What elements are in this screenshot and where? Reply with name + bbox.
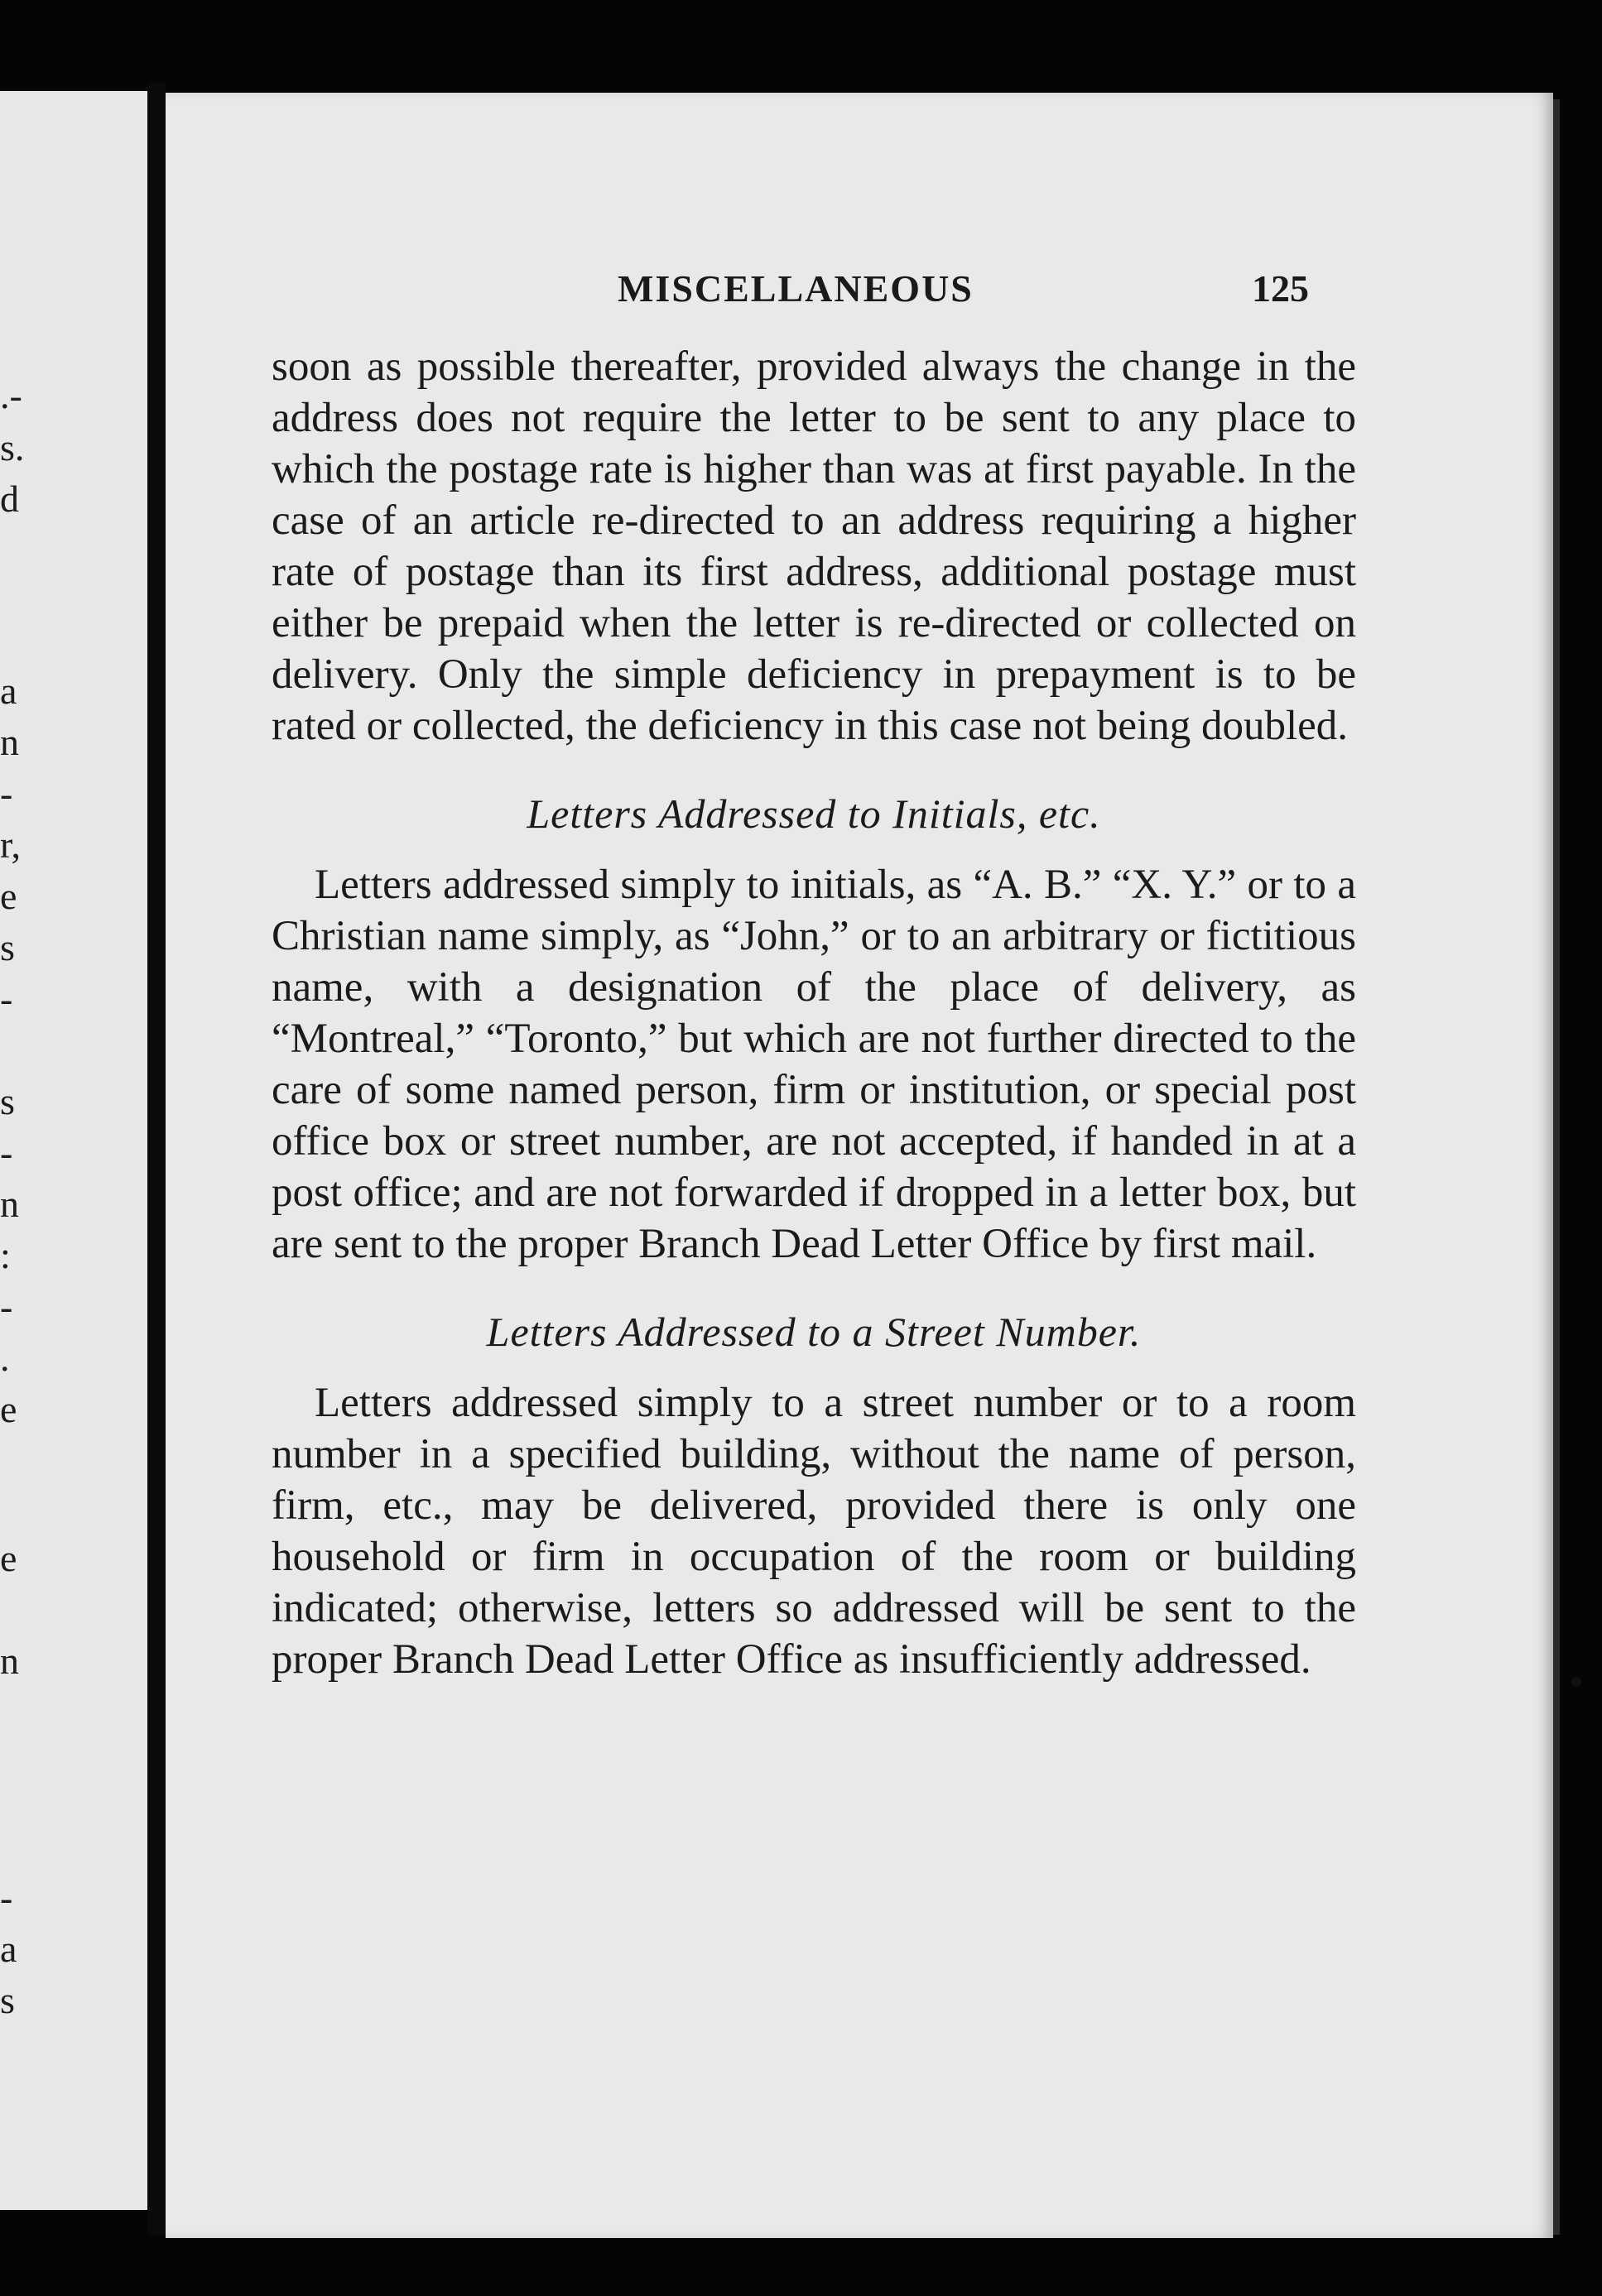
page-body xyxy=(272,341,1356,1685)
section-paragraph-initials: Letters addressed simply to initials, as “A. B.” “X. Y.” or to a Christian name simply, as “John,” or to an arbitrary or fictitious name, with a designation of the place of delivery, as “Montreal,” “Toronto,” but which are not further directed to the care of some named person, firm or institution, or special post office box or street number, are not accepted, if handed in at a post office; and are not forwarded if dropped in a letter box, but are sent to the proper Branch Dead Letter Office by first mail. xyxy=(272,862,1356,1267)
edge-fragment: a xyxy=(0,1928,17,1970)
edge-fragment: . xyxy=(0,1337,10,1379)
edge-fragment: d xyxy=(0,478,19,520)
edge-fragment: s xyxy=(0,926,15,968)
edge-fragment: - xyxy=(0,977,13,1020)
edge-fragment: n xyxy=(0,1640,19,1682)
book-gutter xyxy=(147,83,166,2235)
section-paragraph-street-number: Letters addressed simply to a street number or to a room number in a specified building, without the name of person, firm, etc., may be delivered, provided there is only one household or firm in occupation of the room or building indicated; otherwise, letters so addressed will be sent to the proper Branch Dead Letter Office as insufficiently addressed. xyxy=(272,1380,1356,1683)
edge-fragment: e xyxy=(0,1537,17,1579)
running-head-title: MISCELLANEOUS xyxy=(618,267,974,310)
section-heading-initials: Letters Addressed to Initials, etc. xyxy=(527,790,1101,837)
edge-fragment: : xyxy=(0,1234,11,1276)
facing-page-text-fragments xyxy=(0,91,147,2210)
edge-fragment: s xyxy=(0,1979,15,2021)
edge-fragment: e xyxy=(0,875,17,917)
continued-paragraph: soon as possible thereafter, provided always the change in the address does not require the letter to be sent to any place to which the postage rate is higher than was at first payable. In the case of an article re-directed to an address requiring a higher rate of postage than its first address, additional postage must either be prepaid when the letter is re-directed or collected on delivery. Only the simple deficiency in prepayment is to be rated or collected, the deficiency in this case not being doubled. xyxy=(272,343,1356,749)
running-head xyxy=(166,267,1553,316)
edge-fragment: n xyxy=(0,721,19,763)
book-page xyxy=(166,93,1553,2238)
edge-fragment: a xyxy=(0,670,17,712)
edge-fragment: - xyxy=(0,1285,13,1328)
page-number: 125 xyxy=(1252,267,1309,310)
edge-fragment: - xyxy=(0,772,13,814)
edge-fragment: .- xyxy=(0,374,22,416)
edge-fragment: n xyxy=(0,1183,19,1225)
section-heading-street-number: Letters Addressed to a Street Number. xyxy=(486,1309,1142,1355)
edge-fragment: e xyxy=(0,1388,17,1430)
edge-fragment: s. xyxy=(0,426,25,468)
facing-page-edge xyxy=(0,91,147,2210)
scan-speck xyxy=(1571,1677,1581,1687)
edge-fragment: s xyxy=(0,1080,15,1122)
page-right-edge-shadow xyxy=(1553,99,1560,2235)
edge-fragment: - xyxy=(0,1131,13,1174)
edge-fragment: r, xyxy=(0,824,21,866)
edge-fragment: - xyxy=(0,1876,13,1919)
